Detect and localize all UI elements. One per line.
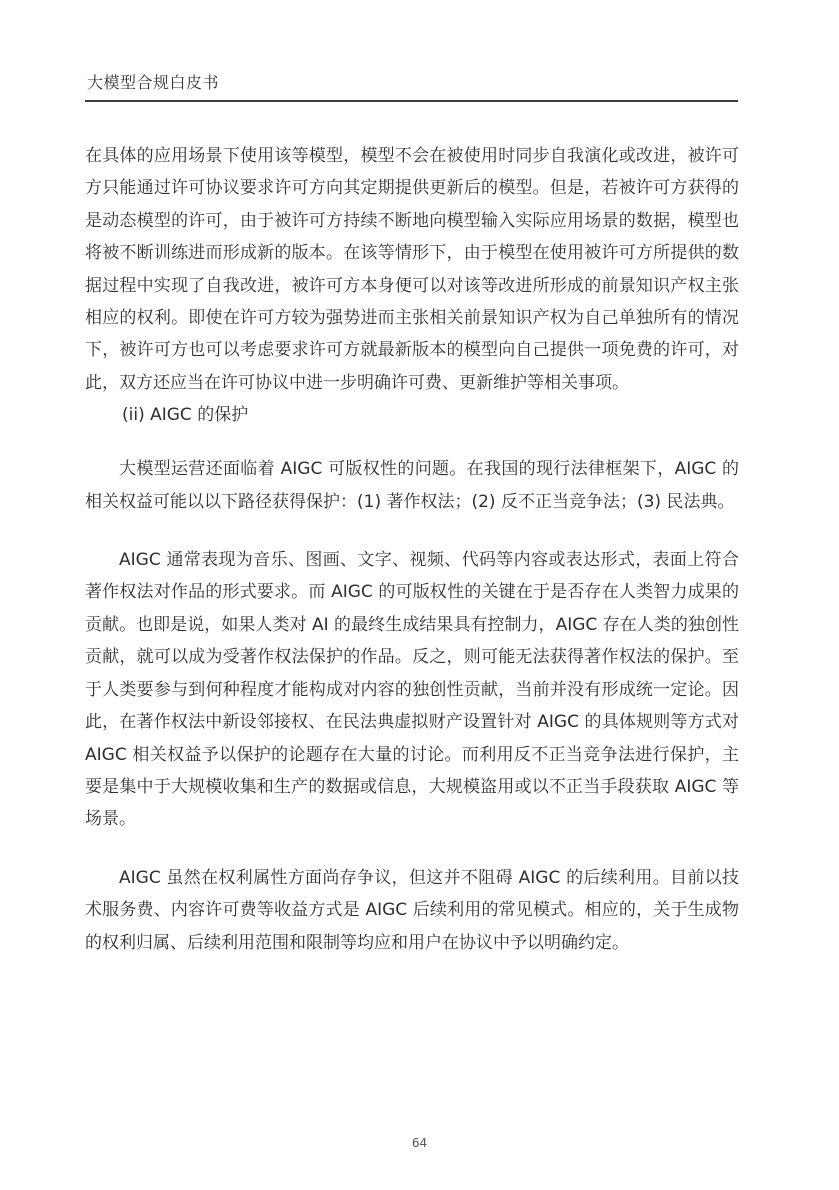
document-body: [85, 140, 739, 959]
paragraph-dynamic-model-license: 在具体的应用场景下使用该等模型，模型不会在被使用时同步自我演化或改进，被许可方只能通过许可协议要求许可方向其定期提供更新后的模型。但是，若被许可方获得的是动态模型的许可，由于被许可方持续不断地向模型输入实际应用场景的数据，模型也将被不断训练进而形成新的版本。在该等情形下，由于模型在使用被许可方所提供的数据过程中实现了自我改进，被许可方本身便可以对该等改进所形成的前景知识产权主张相应的权利。即使在许可方较为强势进而主张相关前景知识产权为自己单独所有的情况下，被许可方也可以考虑要求许可方就最新版本的模型向自己提供一项免费的许可，对此，双方还应当在许可协议中进一步明确许可费、更新维护等相关事项。: [85, 146, 739, 393]
paragraph-aigc-copyrightability: 大模型运营还面临着 AIGC 可版权性的问题。在我国的现行法律框架下，AIGC 的相关权益可能以以下路径获得保护：(1) 著作权法；(2) 反不正当竞争法；(3) 民法典。: [85, 459, 739, 512]
paragraph-aigc-subsequent-use: AIGC 虽然在权利属性方面尚存争议，但这并不阻碍 AIGC 的后续利用。目前以技术服务费、内容许可费等收益方式是 AIGC 后续利用的常见模式。相应的，关于生成物的权利归属、后续利用范围和限制等均应和用户在协议中予以明确约定。: [85, 867, 739, 953]
document-title: 大模型合规白皮书: [87, 73, 220, 92]
section-subheading-aigc-protection: (ii) AIGC 的保护: [122, 405, 249, 426]
paragraph-aigc-forms: AIGC 通常表现为音乐、图画、文字、视频、代码等内容或表达形式，表面上符合著作权法对作品的形式要求。而 AIGC 的可版权性的关键在于是否存在人类智力成果的贡献。也即是说，如果人类对 AI 的最终生成结果具有控制力，AIGC 存在人类的独创性贡献，就可以成为受著作权法保护的作品。反之，则可能无法获得著作权法的保护。至于人类要参与到何种程度才能构成对内容的独创性贡献，当前并没有形成统一定论。因此，在著作权法中新设邻接权、在民法典虚拟财产设置针对 AIGC 的具体规则等方式对 AIGC 相关权益予以保护的论题存在大量的讨论。而利用反不正当竞争法进行保护，主要是集中于大规模收集和生产的数据或信息，大规模盗用或以不正当手段获取 AIGC 等场景。: [85, 550, 739, 830]
page-header: [85, 62, 738, 102]
page-number: 64: [411, 1136, 428, 1150]
